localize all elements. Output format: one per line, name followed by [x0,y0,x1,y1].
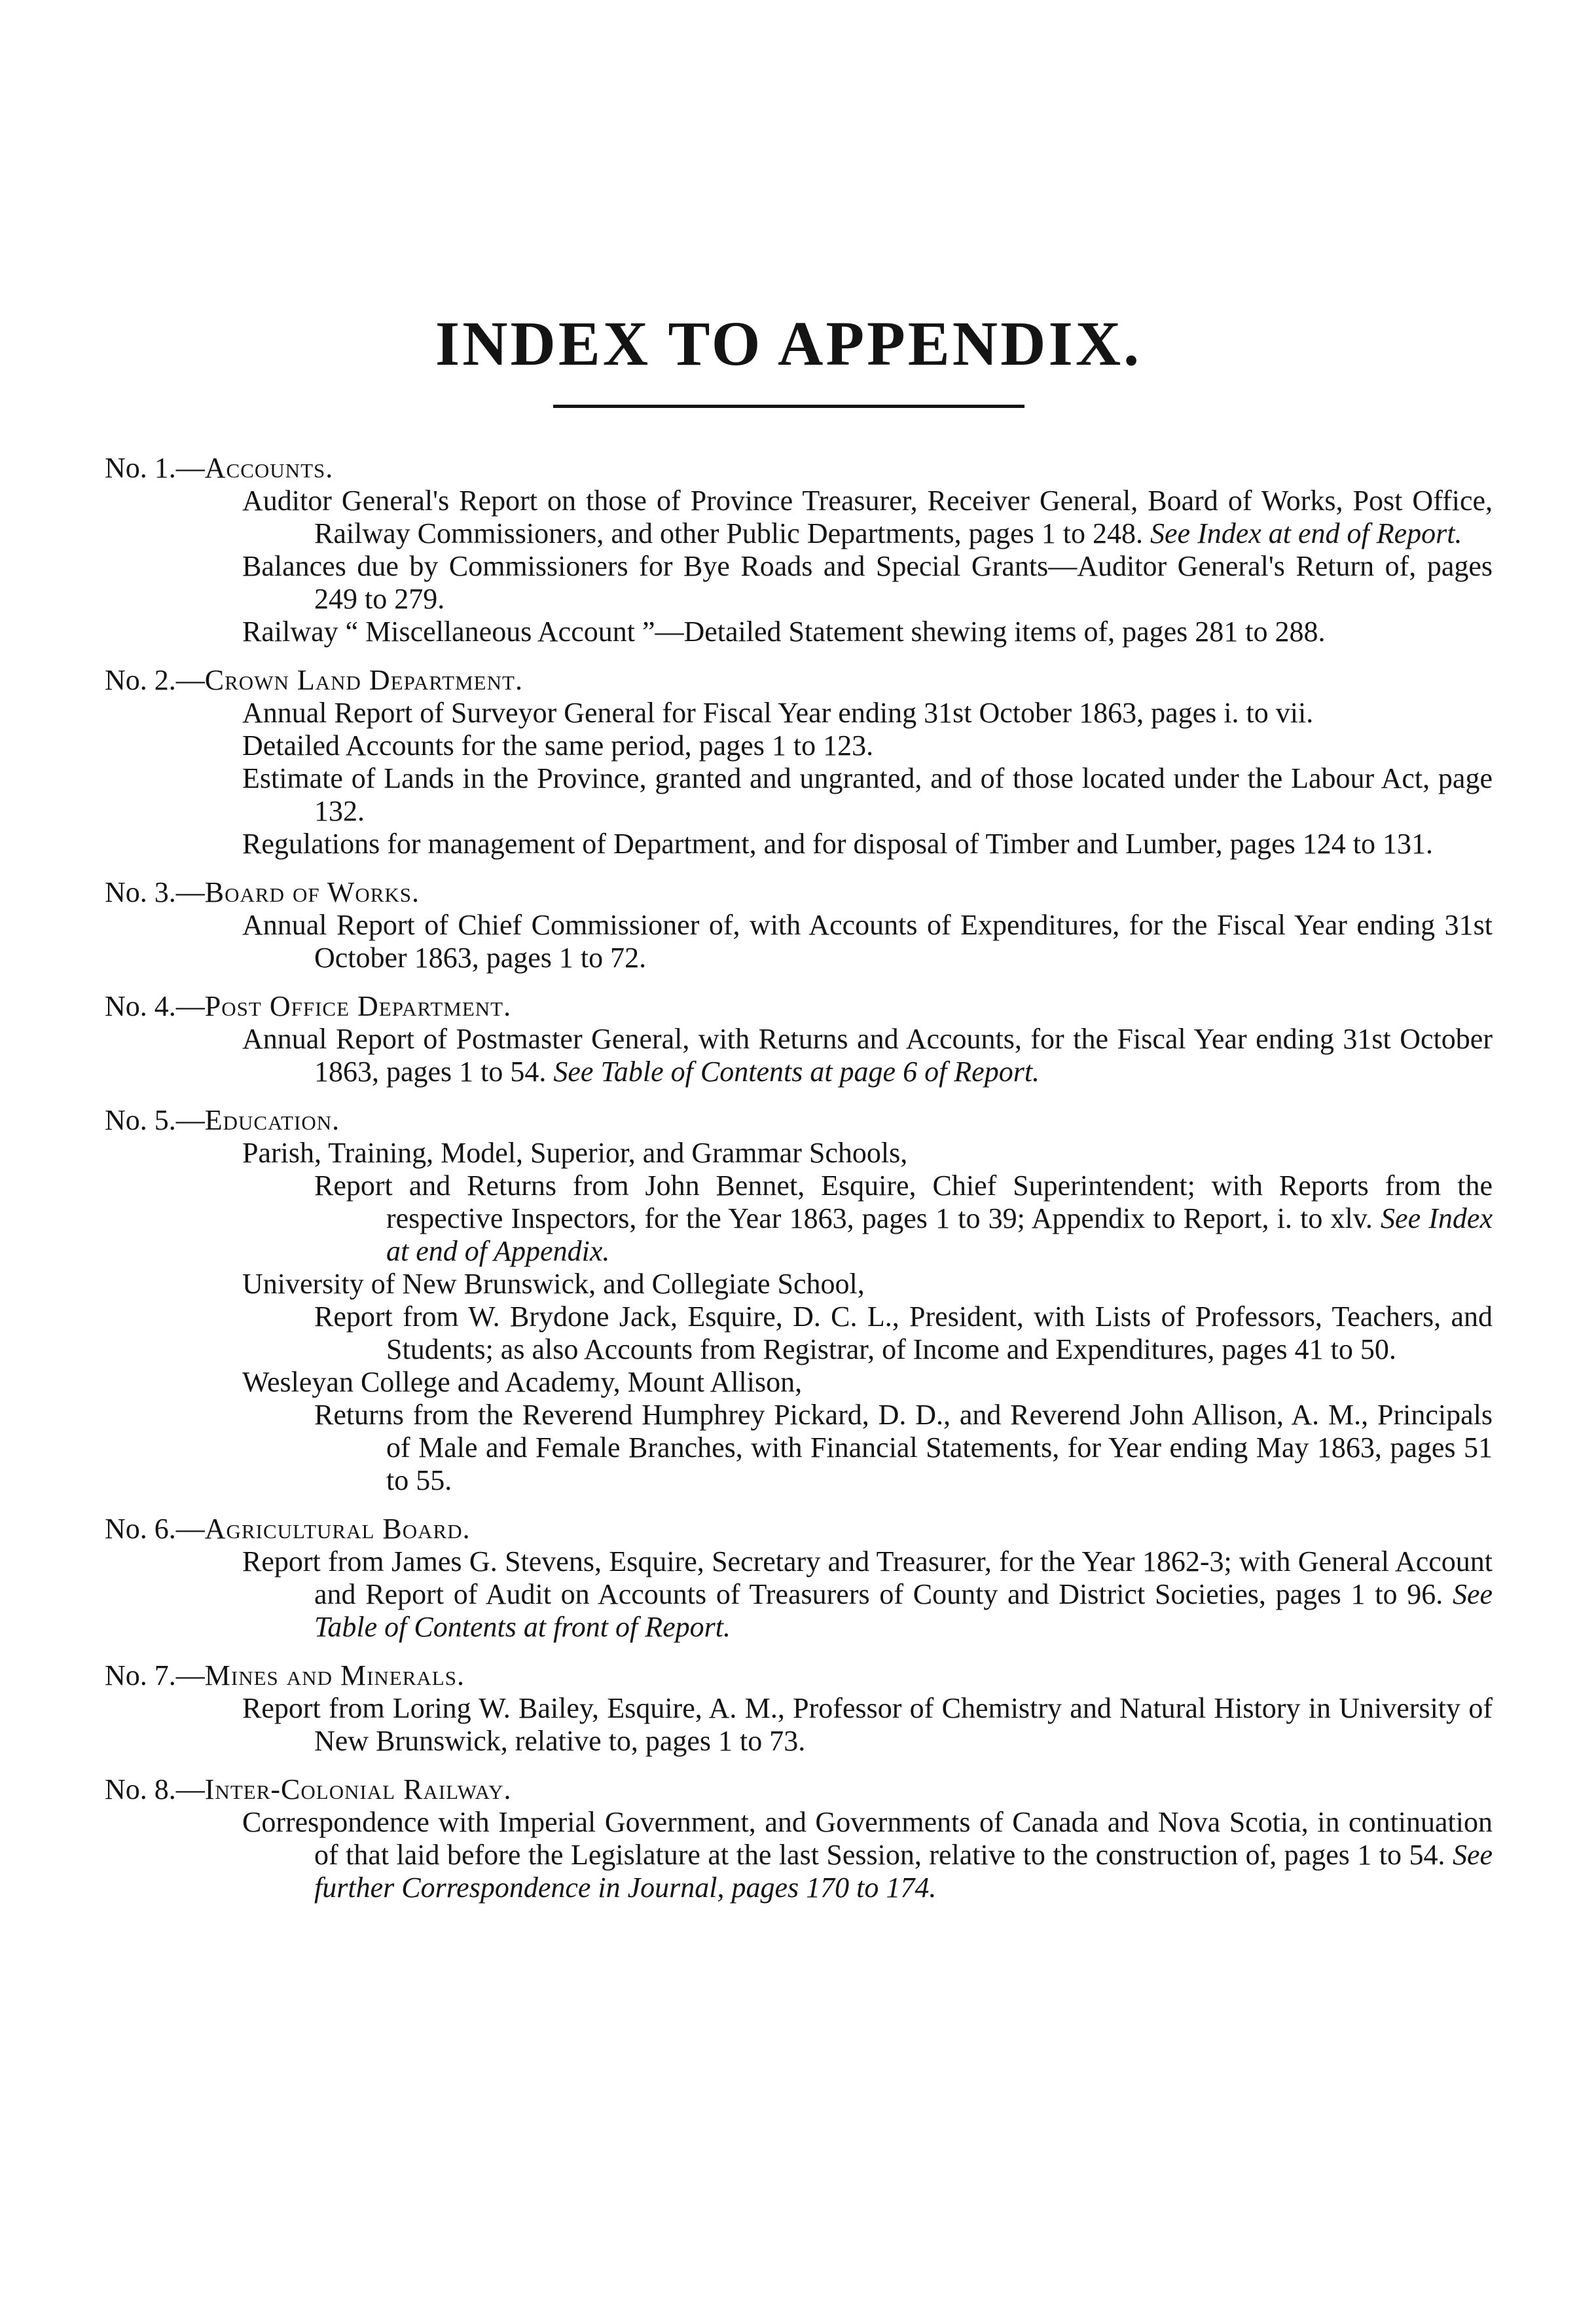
index-section [98,990,1493,1088]
section-name: Mines and Minerals. [204,1659,465,1691]
entry-text: Annual Report of Postmaster General, with Returns and Accounts, for the Fiscal Year ending 31st October 1863, pages 1 to 54. [242,1023,1493,1088]
entry-text: Wesleyan College and Academy, Mount Allison, [242,1366,803,1398]
entry-text: Report from W. Brydone Jack, Esquire, D. C. L., President, with Lists of Professors, Teachers, and Students; as also Accounts from Registrar, of Income and Expenditures, pages 41 to 50. [314,1300,1493,1365]
entry-text: Railway “ Miscellaneous Account ”—Detailed Statement shewing items of, pages 281 to 288. [242,616,1326,648]
section-number: No. 5.— [105,1104,205,1136]
index-entry [98,1366,1493,1399]
entry-note: See Table of Contents at front of Report. [314,1578,1493,1643]
section-number: No. 6.— [105,1513,205,1545]
entry-text: Annual Report of Chief Commissioner of, with Accounts of Expenditures, for the Fiscal Year ending 31st October 1863, pages 1 to 72. [242,909,1493,974]
index-entry [98,729,1493,762]
index-entry [98,1806,1493,1904]
index-entry [98,1170,1493,1268]
index-section [98,1773,1493,1904]
index-section [98,876,1493,974]
index-section [98,664,1493,860]
index-entry [98,1268,1493,1300]
section-name: Agricultural Board. [204,1513,471,1545]
section-heading [98,664,1493,697]
index-entry [98,1545,1493,1644]
entry-text: Balances due by Commissioners for Bye Roads and Special Grants—Auditor General's Return of, pages 249 to 279. [242,550,1493,615]
section-number: No. 4.— [105,990,205,1022]
index-entry [98,485,1493,550]
entry-note: See Index at end of Appendix. [386,1202,1493,1267]
section-heading [98,1773,1493,1806]
section-name: Inter-Colonial Railway. [204,1773,512,1805]
index-content [98,452,1493,1920]
entry-text: Regulations for management of Department, and for disposal of Timber and Lumber, pages 124 to 131. [242,828,1433,860]
section-number: No. 8.— [105,1773,205,1805]
entry-text: Report and Returns from John Bennet, Esquire, Chief Superintendent; with Reports from the respective Inspectors, for the Year 1863, pages 1 to 39; Appendix to Report, i. to xlv. [314,1170,1493,1234]
entry-text: University of New Brunswick, and Collegiate School, [242,1268,865,1300]
section-heading [98,452,1493,485]
index-entry [98,909,1493,974]
section-name: Board of Works. [204,876,420,908]
section-name: Crown Land Department. [204,664,523,696]
section-name: Accounts. [204,452,334,484]
section-number: No. 7.— [105,1659,205,1691]
index-entry [98,1300,1493,1366]
entry-text: Report from James G. Stevens, Esquire, Secretary and Treasurer, for the Year 1862-3; with General Account and Report of Audit on Accounts of Treasurers of County and District Societies, pages 1 to 96. [242,1545,1493,1610]
index-entry [98,762,1493,828]
index-entry [98,1692,1493,1758]
section-number: No. 3.— [105,876,205,908]
index-section [98,1513,1493,1644]
entry-note: See Table of Contents at page 6 of Report. [553,1056,1040,1088]
index-section [98,452,1493,648]
section-number: No. 2.— [105,664,205,696]
index-entry [98,550,1493,616]
index-entry [98,1137,1493,1170]
section-heading [98,1659,1493,1692]
section-heading [98,990,1493,1023]
index-section [98,1659,1493,1758]
index-entry [98,1399,1493,1497]
index-entry [98,1023,1493,1088]
section-heading [98,1104,1493,1137]
index-entry [98,616,1493,648]
entry-text: Parish, Training, Model, Superior, and Grammar Schools, [242,1137,908,1169]
title-rule [553,405,1024,408]
entry-text: Report from Loring W. Bailey, Esquire, A. M., Professor of Chemistry and Natural History in University of New Brunswick, relative to, pages 1 to 73. [242,1692,1493,1757]
entry-note: See further Correspondence in Journal, pages 170 to 174. [314,1839,1493,1904]
index-entry [98,828,1493,860]
entry-text: Detailed Accounts for the same period, pages 1 to 123. [242,729,874,762]
section-name: Education. [204,1104,340,1136]
entry-text: Correspondence with Imperial Government, and Governments of Canada and Nova Scotia, in continuation of that laid before the Legislature at the last Session, relative to the construction of, pages 1 to 54. [242,1806,1493,1871]
entry-note: See Index at end of Report. [1150,517,1462,549]
section-heading [98,876,1493,909]
page-title: INDEX TO APPENDIX. [435,308,1142,378]
section-number: No. 1.— [105,452,205,484]
section-heading [98,1513,1493,1545]
entry-text: Auditor General's Report on those of Province Treasurer, Receiver General, Board of Works, Post Office, Railway Commissioners, and other Public Departments, pages 1 to 248. [242,485,1493,549]
entry-text: Estimate of Lands in the Province, granted and ungranted, and of those located under the Labour Act, page 132. [242,762,1493,827]
entry-text: Returns from the Reverend Humphrey Pickard, D. D., and Reverend John Allison, A. M., Principals of Male and Female Branches, with Financial Statements, for Year ending May 1863, pages 51 to 55. [314,1399,1493,1496]
entry-text: Annual Report of Surveyor General for Fiscal Year ending 31st October 1863, pages i. to vii. [242,697,1314,729]
index-entry [98,697,1493,729]
section-name: Post Office Department. [204,990,512,1022]
index-section [98,1104,1493,1497]
